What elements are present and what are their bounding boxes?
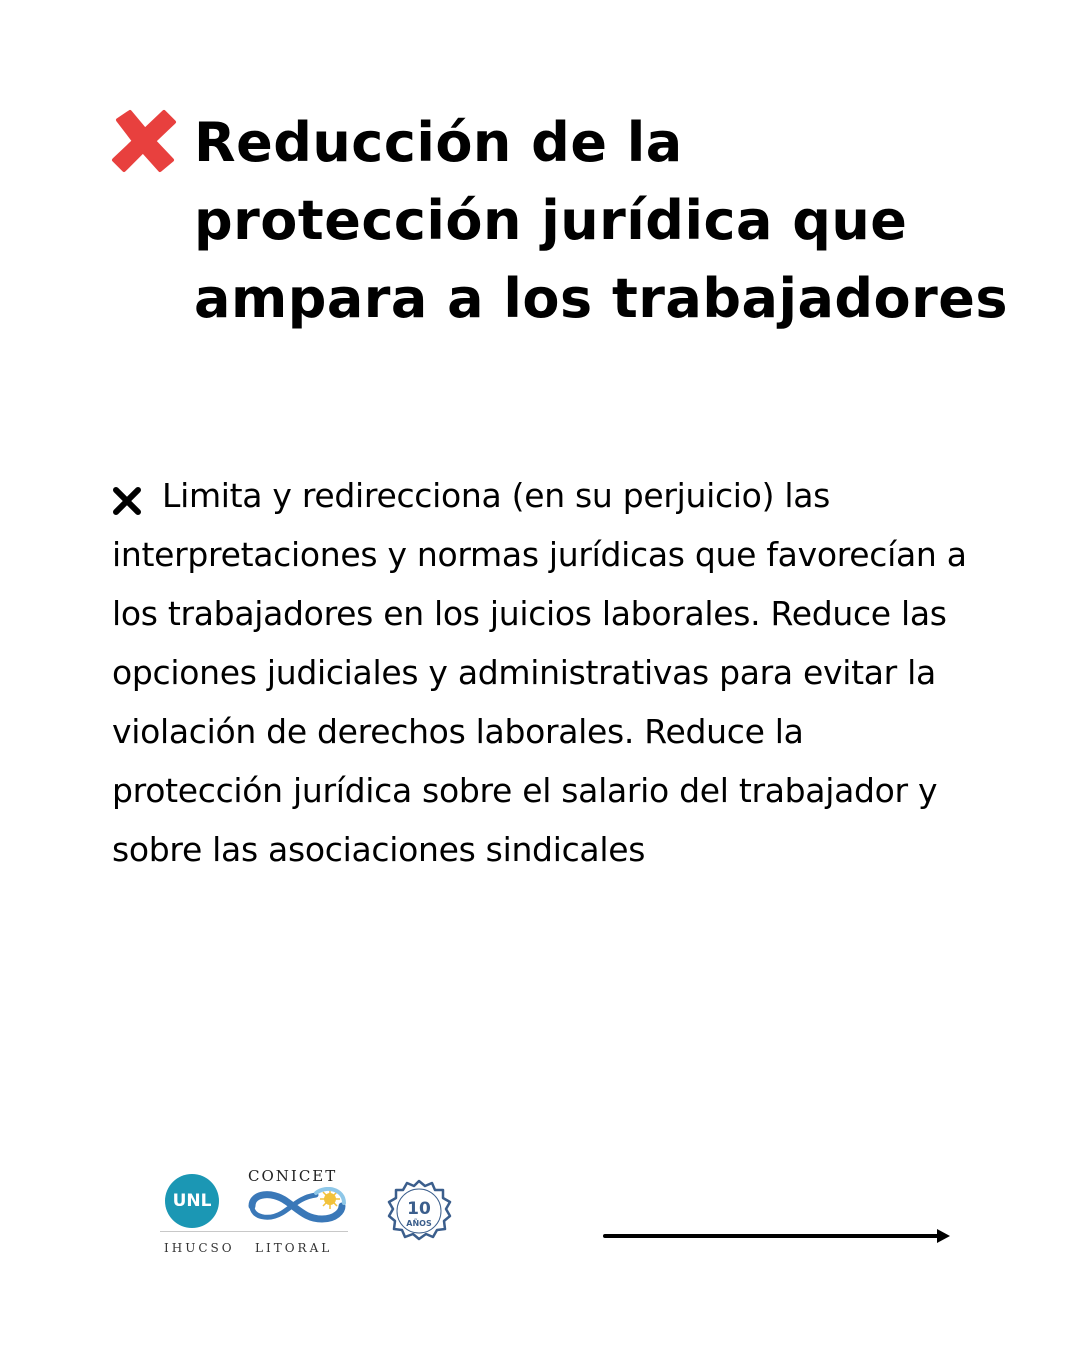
red-x-mark-icon bbox=[110, 108, 180, 174]
logo-divider bbox=[160, 1231, 348, 1232]
anniversary-label: AÑOS bbox=[406, 1219, 432, 1228]
conicet-label: CONICET bbox=[248, 1167, 338, 1185]
black-x-mark-icon bbox=[112, 486, 142, 516]
conicet-infinity-icon bbox=[246, 1187, 348, 1225]
ihucso-label: IHUCSO LITORAL bbox=[164, 1241, 333, 1255]
right-arrow-icon[interactable] bbox=[603, 1226, 953, 1246]
unl-logo: UNL bbox=[165, 1174, 219, 1228]
page-title: Reducción de la protección jurídica que ampara a los trabajadores bbox=[194, 111, 1009, 330]
ten-years-badge-icon bbox=[386, 1179, 452, 1245]
anniversary-number: 10 bbox=[407, 1199, 431, 1219]
footer-logos bbox=[160, 1165, 460, 1265]
body-block bbox=[112, 466, 982, 879]
body-paragraph: Limita y redirecciona (en su perjuicio) las interpretaciones y normas jurídicas que favorecían a los trabajadores en los juicios laborales. Reduce las opciones judiciales y administrativas para evitar la violación de derechos laborales. Reduce la protección jurídica sobre el salario del trabajador y sobre las asociaciones sindicales bbox=[112, 476, 967, 869]
